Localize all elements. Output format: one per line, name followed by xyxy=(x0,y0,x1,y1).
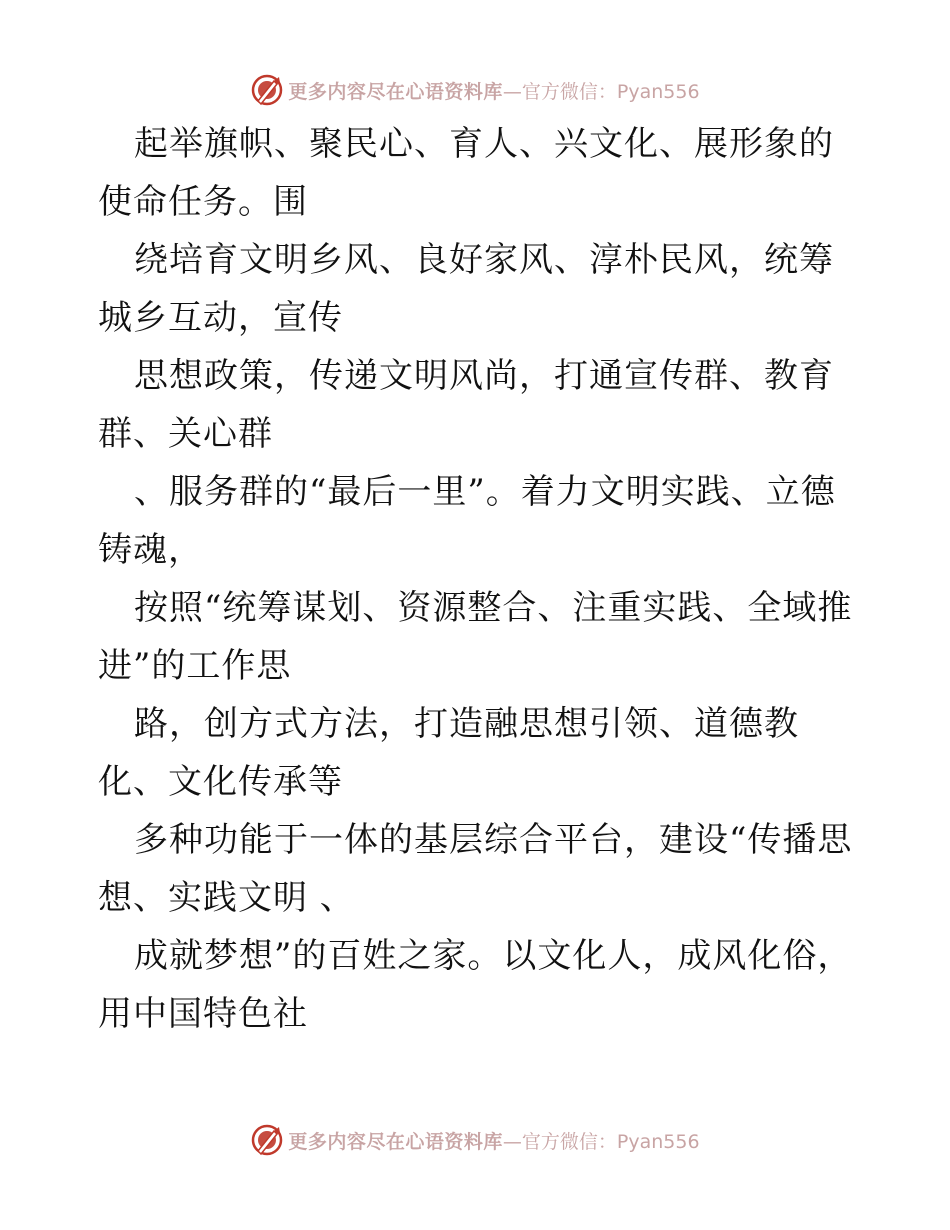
paragraph: 成就梦想”的百姓之家。以文化人，成风化俗，用中国特色社 xyxy=(98,936,853,1034)
header-watermark-text: 更多内容尽在心语资料库 xyxy=(288,80,503,103)
paragraph: 起举旗帜、聚民心、育人、兴文化、展形象的使命任务。围 xyxy=(98,124,834,222)
footer-watermark xyxy=(0,1120,950,1160)
header-watermark xyxy=(0,70,950,110)
paragraph: 、服务群的“最后一里”。着力文明实践、立德铸魂， xyxy=(98,472,836,570)
paragraph: 多种功能于一体的基层综合平台，建设“传播思想、实践文明 、 xyxy=(98,820,853,918)
pen-nib-logo-icon xyxy=(250,1123,284,1157)
pen-nib-logo-icon xyxy=(250,73,284,107)
document-body xyxy=(98,115,868,1043)
header-wechat-label: —官方微信：Pyan556 xyxy=(502,80,700,103)
paragraph: 路，创方式方法，打造融思想引领、道德教化、文化传承等 xyxy=(98,704,799,802)
paragraph: 绕培育文明乡风、良好家风、淳朴民风，统筹城乡互动，宣传 xyxy=(98,240,834,338)
footer-wechat-label: —官方微信：Pyan556 xyxy=(502,1130,700,1153)
footer-watermark-text: 更多内容尽在心语资料库 xyxy=(288,1130,503,1153)
paragraph: 思想政策，传递文明风尚，打通宣传群、教育群、关心群 xyxy=(98,356,834,454)
paragraph: 按照“统筹谋划、资源整合、注重实践、全域推进”的工作思 xyxy=(98,588,853,686)
